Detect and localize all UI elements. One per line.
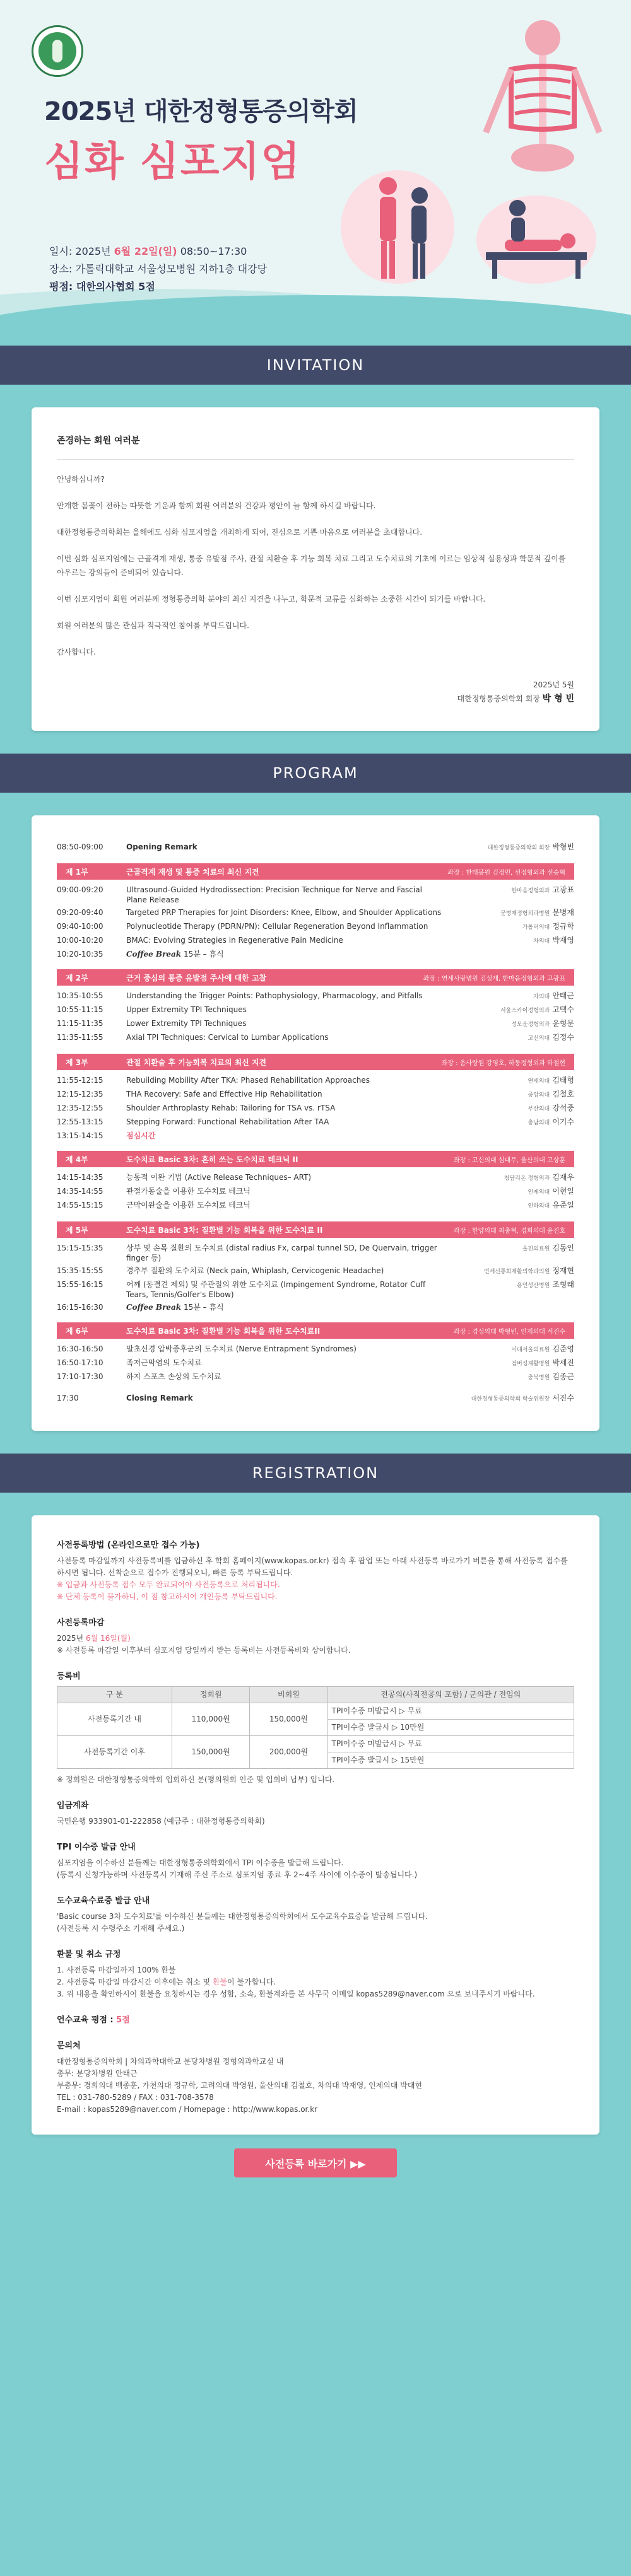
reg-account-heading: 입금계좌 [57, 1801, 89, 1810]
fee-table-header: 정회원 [172, 1687, 250, 1703]
contact-text: E-mail : kopas5289@naver.com / Homepage : http://www.kopas.or.kr [57, 2105, 318, 2114]
credit-heading: 연수교육 평점 : 5점 [57, 2015, 130, 2025]
refund-heading: 환불 및 취소 규정 [57, 1950, 121, 1959]
opening-remark-row: 08:50-09:00 Opening Remark 대한정형통증의학회 회장 박형빈 [57, 842, 574, 851]
bank-account: 국민은행 933901-01-222858 (예금주 : 대한정형통증의학회) [57, 1817, 265, 1826]
talk-row: 15:55-16:15 어깨 (동결견 제외) 및 주관절의 위한 도수치료 (Impingement Syndrome, Rotator Cuff Tears, Tennis/Golfer's Elbow) 용인성산병원 조형래 [57, 1280, 574, 1299]
invitation-paragraph: 안녕하십니까? [57, 475, 105, 484]
invitation-signature: 2025년 5월 대한정형통증의학회 회장 박 형 빈 [457, 680, 574, 704]
talk-row: 14:35-14:55 관절가동술을 이용한 도수치료 테크닉 인제의대 이현일 [57, 1187, 574, 1196]
reg-text: ※ 입금과 사전등록 접수 모두 완료되어야 사전등록으로 처리됩니다. [57, 1580, 280, 1589]
session-header: 제 1부 근골격계 재생 및 통증 치료의 최신 지견 좌장 : 한태봉원 김정민, 선정형외과 선승혁 [57, 863, 574, 880]
event-credit: 평점: 대한의사협회 5점 [49, 281, 155, 293]
talk-row: 11:55-12:15 Rebuilding Mobility After TKA: Phased Rehabilitation Approaches 연세의대 김태형 [57, 1076, 574, 1085]
tpi-heading: TPI 이수증 발급 안내 [57, 1843, 136, 1852]
skeleton-illustration [473, 13, 612, 177]
talk-row: 16:30-16:50 말초신경 압박증후군의 도수치료 (Nerve Entrapment Syndromes) 이대서울의료원 김준영 [57, 1344, 574, 1353]
reg-text: 심포지엄을 이수하신 분들께는 대한정형통증의학회에서 TPI 이수증을 발급해 드립니다. [57, 1858, 344, 1867]
invitation-paragraph: 이번 심화 심포지엄에는 근골격계 재생, 통증 유발점 주사, 관절 치환술 후 기능 회복 치료 그리고 도수치료의 기초에 이르는 임상적 실용성과 학문적 깊이를 아우르는 강의들이 준비되어 있습니다. [57, 554, 566, 577]
registration-header: REGISTRATION [0, 1454, 631, 1493]
reg-text: ※ 정회원은 대한정형통증의학회 입회하신 분(평의원회 인준 및 입회비 납부) 입니다. [57, 1775, 335, 1784]
lunch-row: 13:15-14:15 점심시간 [57, 1131, 156, 1140]
talk-row: 12:55-13:15 Stepping Forward: Functional Rehabilitation After TAA 충남의대 이기수 [57, 1117, 574, 1126]
session-header: 제 4부 도수치료 Basic 3차: 흔히 쓰는 도수치료 테크닉 II 좌장 : 고신의대 심대무, 울산의대 고상훈 [57, 1151, 574, 1167]
coffee-break-row: 10:20-10:35 Coffee Break 15분 – 휴식 [57, 950, 224, 959]
event-info [49, 243, 267, 296]
invitation-greeting: 존경하는 회원 여러분 [57, 436, 140, 446]
contact-text: 대한정형통증의학회 | 차의과학대학교 분당차병원 정형외과학교실 내 [57, 2057, 284, 2066]
talk-row: 10:00-10:20 BMAC: Evolving Strategies in Regenerative Pain Medicine 차의대 박재영 [57, 936, 574, 945]
society-logo [32, 25, 83, 77]
invitation-paragraph: 감사합니다. [57, 648, 96, 656]
reg-text: 1. 사전등록 마감일까지 100% 환불 [57, 1966, 176, 1974]
talk-row: 11:15-11:35 Lower Extremity TPI Techniques 성모운정형외과 윤형문 [57, 1019, 574, 1028]
closing-remark-row: 17:30 Closing Remark 대한정형통증의학회 학술위원장 서진수 [57, 1394, 574, 1402]
reg-text: ※ 단체 등록이 불가하니, 이 점 참고하시어 개인등록 부탁드립니다. [57, 1592, 278, 1601]
event-date-highlight: 6월 22일(일) [114, 245, 177, 257]
invitation-paragraph: 회원 여러분의 많은 관심과 적극적인 참여를 부탁드립니다. [57, 621, 249, 630]
rehab-illustration [328, 158, 599, 296]
fee-table [57, 1686, 574, 1769]
coffee-break-row: 16:15-16:30 Coffee Break 15분 – 휴식 [57, 1303, 224, 1312]
reg-text: 2. 사전등록 마감일 마감시간 이후에는 취소 및 환불이 불가합니다. [57, 1978, 276, 1986]
talk-row: 11:35-11:55 Axial TPI Techniques: Cervical to Lumbar Applications 고신의대 김정수 [57, 1033, 574, 1042]
talk-row: 15:15-15:35 상부 및 손목 질환의 도수치료 (distal radius Fx, carpal tunnel SD, De Quervain, trigger finger 등) 울진의료원 김동인 [57, 1244, 574, 1262]
reg-text: 사전등록 마감일까지 사전등록비를 입금하신 후 학회 홈페이지(www.kopas.or.kr) 접속 후 팝업 또는 아래 사전등록 바로가기 버튼을 통해 사전등록 접수를 하시면 됩니다. 선착순으로 접수가 진행되오니, 빠른 등록 부탁드립니다. [57, 1556, 568, 1577]
session-header: 제 6부 도수치료 Basic 3차: 질환별 기능 회복을 위한 도수치료II 좌장 : 경성의대 박형빈, 인제의대 서진수 [57, 1322, 574, 1339]
talk-row: 09:00-09:20 Ultrasound-Guided Hydrodissection: Precision Technique for Nerve and Fascial Plane Release 한마음정형외과 고광표 [57, 885, 574, 904]
session-header: 제 2부 근거 중심의 통증 유발점 주사에 대한 고찰 좌장 : 연세사랑병원 김성재, 한마음정형외과 고광표 [57, 969, 574, 986]
reg-fee-heading: 등록비 [57, 1672, 81, 1681]
president-name: 박 형 빈 [542, 694, 574, 704]
registration-card [32, 1515, 599, 2135]
talk-row: 12:15-12:35 THA Recovery: Safe and Effective Hip Rehabilitation 중앙의대 김철호 [57, 1090, 574, 1099]
reg-deadline-heading: 사전등록마감 [57, 1618, 105, 1628]
contact-heading: 문의처 [57, 2041, 81, 2051]
talk-row: 16:50-17:10 족저근막염의 도수치료 검버성재활병원 박세진 [57, 1358, 574, 1367]
talk-row: 10:35-10:55 Understanding the Trigger Points: Pathophysiology, Pharmacology, and Pitfalls 차의대 안태근 [57, 991, 574, 1000]
talk-row: 09:20-09:40 Targeted PRP Therapies for Joint Disorders: Knee, Elbow, and Shoulder Applications 문병재정형외과병원 문병재 [57, 908, 574, 917]
event-place: 장소: 가톨릭대학교 서울성모병원 지하1층 대강당 [49, 263, 268, 275]
session-header: 제 3부 관절 치환술 후 기능회복 치료의 최신 지견 좌장 : 움사랑원 강영호, 하동정형외과 하철현 [57, 1054, 574, 1070]
talk-row: 14:15-14:35 능동적 이완 기법 (Active Release Techniques– ART) 청담리온 정형외과 김재우 [57, 1173, 574, 1182]
program-card [32, 815, 599, 1431]
fee-row: 사전등록기간 이후 150,000원 200,000원 TPI이수증 미발급시 ▷ 무료 [57, 1736, 574, 1752]
program-header: PROGRAM [0, 754, 631, 793]
fee-row: TPI이수증 발급시 ▷ 15만원 [57, 1752, 574, 1769]
fee-row: TPI이수증 발급시 ▷ 10만원 [57, 1720, 574, 1736]
contact-text: 부총무: 경희의대 백종훈, 가천의대 정규학, 고려의대 박영원, 울산의대 김철호, 차의대 박재영, 인제의대 박대현 [57, 2081, 422, 2090]
invitation-paragraph: 이번 심포지엄이 회원 여러분께 정형통증의학 분야의 최신 지견을 나누고, 학문적 교류를 심화하는 소중한 시간이 되기를 바랍니다. [57, 595, 486, 603]
fee-table-header: 구 분 [57, 1687, 172, 1703]
event-date: 일시: 2025년 6월 22일(일) 08:50~17:30 [49, 245, 247, 257]
fee-table-header: 전공의(사직전공의 포함) / 군의관 / 전임의 [327, 1687, 574, 1703]
invitation-header: INVITATION [0, 346, 631, 385]
reg-text: 3. 위 내용을 확인하시어 환불을 요청하시는 경우 성함, 소속, 환불계좌를 본 사무국 이메일 kopas5289@naver.com 으로 보내주시기 바랍니다. [57, 1990, 535, 1998]
talk-row: 12:35-12:55 Shoulder Arthroplasty Rehab: Tailoring for TSA vs. rTSA 부산의대 강석중 [57, 1104, 574, 1112]
contact-text: 총무: 분당차병원 안태근 [57, 2069, 138, 2078]
manual-cert-heading: 도수교육수료증 발급 안내 [57, 1896, 150, 1906]
fee-table-header: 비회원 [250, 1687, 327, 1703]
hero-banner [0, 0, 631, 346]
invitation-paragraph: 만개한 봄꽃이 전하는 따뜻한 기운과 함께 회원 여러분의 건강과 평안이 늘 함께 하시길 바랍니다. [57, 501, 376, 510]
talk-row: 17:10-17:30 하지 스포츠 손상의 도수치료 충북병원 김종근 [57, 1372, 574, 1381]
pre-registration-button[interactable]: 사전등록 바로가기 ▶▶ [234, 2148, 397, 2177]
reg-text: ※ 사전등록 마감일 이후부터 심포지엄 당일까지 받는 등록비는 사전등록비와 상이합니다. [57, 1646, 351, 1655]
reg-deadline: 2025년 6월 16일(월) [57, 1634, 131, 1643]
talk-row: 09:40-10:00 Polynucleotide Therapy (PDRN/PN): Cellular Regeneration Beyond Inflammation 가톨릭의대 정규학 [57, 922, 574, 931]
hero-title: 2025년 대한정형통증의학회 [44, 97, 358, 126]
fee-row: 사전등록기간 내 110,000원 150,000원 TPI이수증 미발급시 ▷ 무료 [57, 1703, 574, 1720]
invitation-paragraph: 대한정형통증의학회는 올해에도 심화 심포지엄을 개최하게 되어, 진심으로 기쁜 마음으로 여러분을 초대합니다. [57, 528, 423, 537]
reg-method-heading: 사전등록방법 (온라인으로만 접수 가능) [57, 1541, 200, 1550]
reg-text: (등록시 신청가능하며 사전등록시 기재해 주신 주소로 심포지엄 종료 후 2~4주 사이에 이수증이 발송됩니다.) [57, 1870, 418, 1879]
reg-text: (사전등록 시 수령주소 기재해 주세요.) [57, 1924, 185, 1933]
contact-text: TEL : 031-780-5289 / FAX : 031-708-3578 [57, 2093, 214, 2102]
invitation-card [32, 407, 599, 731]
talk-row: 14:55-15:15 근막이완술을 이용한 도수치료 테크닉 인하의대 유준일 [57, 1201, 574, 1209]
talk-row: 15:35-15:55 경추부 질환의 도수치료 (Neck pain, Whiplash, Cervicogenic Headache) 연세신통회재활의학과의원 정재현 [57, 1266, 574, 1275]
hero-subtitle: 심화 심포지엄 [44, 139, 302, 185]
session-header: 제 5부 도수치료 Basic 3차: 질환별 기능 회복을 위한 도수치료 II 좌장 : 한양의대 최충혁, 경희의대 윤진호 [57, 1221, 574, 1238]
reg-text: 'Basic course 3차 도수치료'를 이수하신 분들께는 대한정형통증의학회에서 도수교육수료증을 발급해 드립니다. [57, 1912, 428, 1921]
talk-row: 10:55-11:15 Upper Extremity TPI Techniques 서울스카이정형외과 고택수 [57, 1005, 574, 1014]
